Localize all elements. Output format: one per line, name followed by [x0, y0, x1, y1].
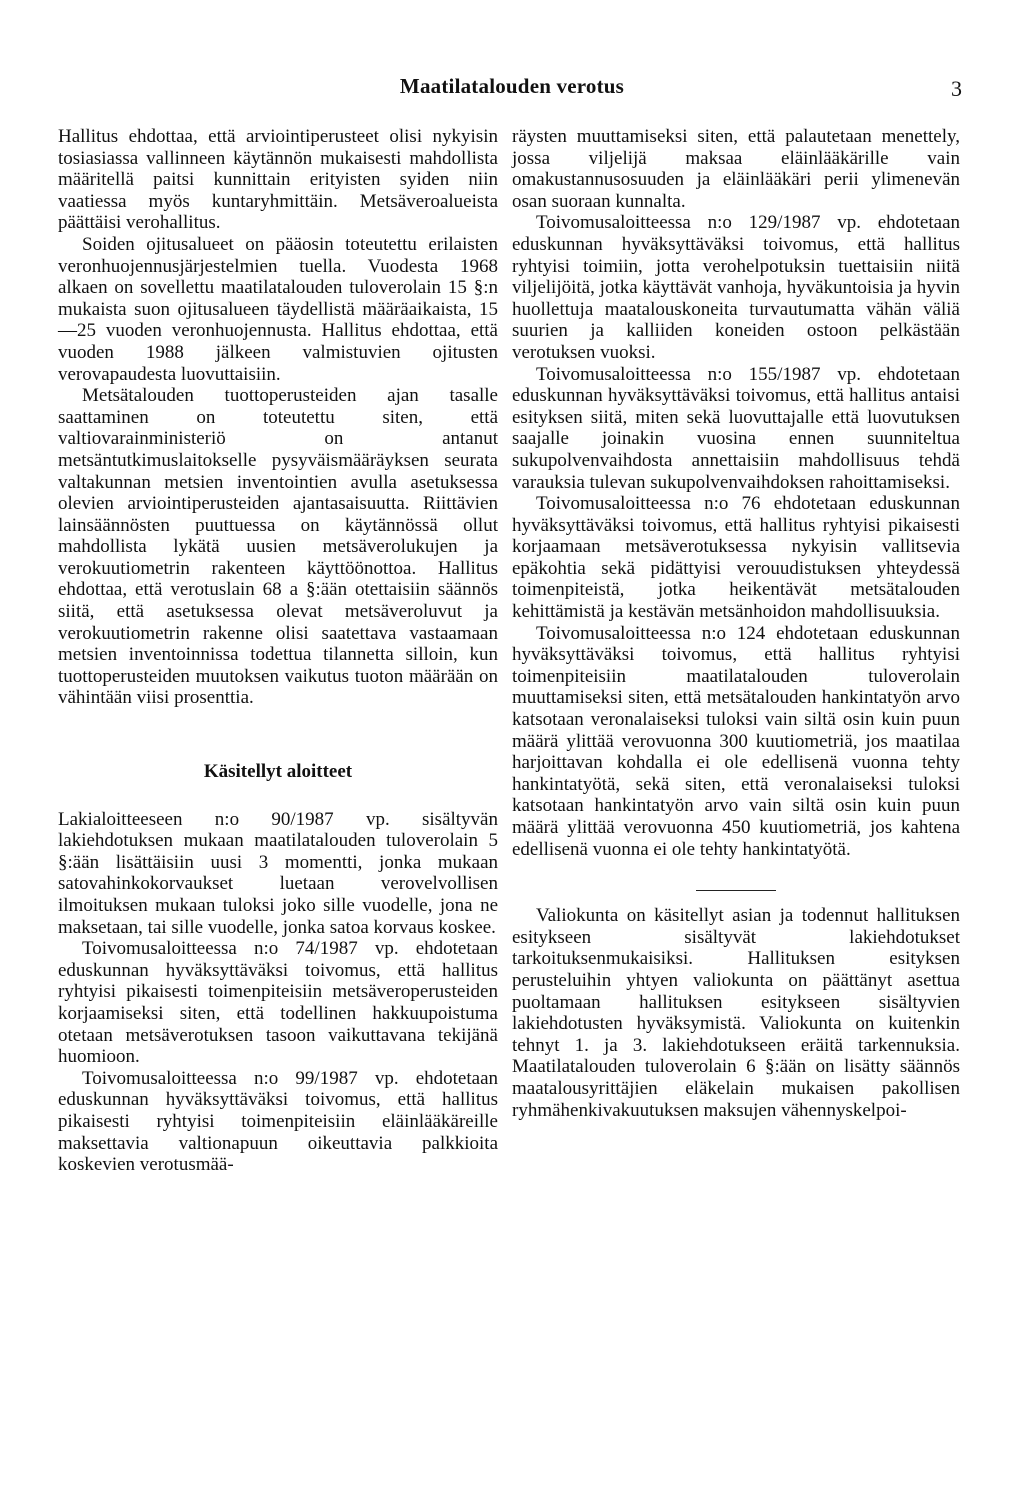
left-column [58, 126, 498, 1176]
paragraph: Toivomusaloitteessa n:o 129/1987 vp. ehdotetaan eduskunnan hyväksyttäväksi toivomus, että hallitus ryhtyisi toimiin, jotta verohelpotuksin tuettaisiin niitä viljelijöitä, jotka käyttävät vanhoja, hyväkuntoisia ja hyvin huollettuja maatalouskoneita turvautumatta vähän väliä suurien ja kalliiden koneiden ostoon pelkästään verotuksen vuoksi. [512, 212, 960, 363]
paragraph: Metsätalouden tuottoperusteiden ajan tasalle saattaminen on toteutettu siten, että valtiovarainministeriö on antanut metsäntutkimuslaitokselle pysyväismääräyksen seurata valtakunnan metsien inventointien avulla asetuksessa olevien arviointiperusteiden ajantasaisuutta. Riittävien lainsäännösten puuttuessa on käytännössä ollut mahdollista lykätä uusien metsäverolukujen ja verokuutiometrin rakenteen käyttöönottoa. Hallitus ehdottaa, että verotuslain 68 a §:ään otettaisiin säännös siitä, että asetuksessa olevat metsäveroluvut ja verokuutiometrin rakenne olisi saatettava vastaamaan metsien inventoinnissa todettua tilannetta silloin, kun tuottoperusteiden muutoksen vaikutus tuoton määrään on vähintään viisi prosenttia. [58, 385, 498, 709]
paragraph: räysten muuttamiseksi siten, että palautetaan menettely, jossa viljelijä maksaa eläinlääkärille vain omakustannusosuuden ja eläinlääkäri perii ylimenevän osan suoraan kunnalta. [512, 126, 960, 212]
section-divider [696, 890, 776, 891]
paragraph: Toivomusaloitteessa n:o 74/1987 vp. ehdotetaan eduskunnan hyväksyttäväksi toivomus, että hallitus ryhtyisi pikaisesti toimenpiteisiin metsäveroperusteiden korjaamiseksi siten, että todellinen hakkuupoistuma otetaan metsäverotuksen tasoon vaikuttavana tekijänä huomioon. [58, 938, 498, 1068]
page-header [0, 74, 1024, 106]
paragraph: Toivomusaloitteessa n:o 155/1987 vp. ehdotetaan eduskunnan hyväksyttäväksi toivomus, että hallitus antaisi esityksen siitä, miten sekä luovuttajalle että luovutuksen saajalle joinakin vuosina ennen suunniteltua sukupolvenvaihdosta annettaisiin mahdollisuus tehdä varauksia tulevan sukupolvenvaihdoksen rahoittamiseksi. [512, 363, 960, 493]
page-number: 3 [951, 76, 962, 101]
paragraph: Lakialoitteeseen n:o 90/1987 vp. sisältyvän lakiehdotuksen mukaan maatilatalouden tuloverolain 5 §:ään lisättäisiin uusi 3 momentti, jonka mukaan satovahinkokorvaukset luetaan verovelvollisen ilmoituksen mukaan tuloksi joko sille vuodelle, jona ne maksetaan, tai sille vuodelle, jonka satoa korvaus koskee. [58, 808, 498, 938]
paragraph: Toivomusaloitteessa n:o 124 ehdotetaan eduskunnan hyväksyttäväksi toivomus, että hallitus ryhtyisi toimenpiteisiin maatilatalouden tuloverolain muuttamiseksi siten, että metsätalouden hankintatyön arvo katsotaan veronalaiseksi tuloksi vain siltä osin kuin puun määrä ylittää verovuonna 300 kuutiometriä, jos maatilaa harjoittavan kohdalla ei ole edellisenä vuonna tehty hankintatyötä, sekä siten, että veronalaiseksi tuloksi katsotaan hankintatyön arvo vain siltä osin kuin puun määrä ylittää verovuonna 450 kuutiometriä, jos kahtena edellisenä vuonna ei ole tehty hankintatyötä. [512, 622, 960, 860]
paragraph: Valiokunta on käsitellyt asian ja todennut hallituksen esitykseen sisältyvät lakiehdotukset tarkoituksenmukaisiksi. Hallituksen esityksen perusteluihin yhtyen valiokunta on päättänyt asettua puoltamaan hallituksen esitykseen sisältyvien lakiehdotusten hyväksymistä. Valiokunta on kuitenkin tehnyt 1. ja 3. lakiehdotukseen eräitä tarkennuksia. Maatilatalouden tuloverolain 6 §:ään on lisätty säännös maatalousyrittäjien eläkelain mukaisen pakollisen ryhmähenkivakuutuksen maksujen vähennyskelpoi- [512, 905, 960, 1121]
paragraph: Toivomusaloitteessa n:o 76 ehdotetaan eduskunnan hyväksyttäväksi toivomus, että hallitus ryhtyisi pikaisesti korjaamaan metsäverotuksessa nykyisin vallitsevia epäkohtia sekä pidättyisi verouudistuksen yhteydessä toimenpiteistä, jotka heikentävät metsätalouden kehittämistä ja kestävän metsänhoidon mahdollisuuksia. [512, 493, 960, 623]
running-title: Maatilatalouden verotus [399, 74, 625, 98]
paragraph: Toivomusaloitteessa n:o 99/1987 vp. ehdotetaan eduskunnan hyväksyttäväksi toivomus, että hallitus pikaisesti ryhtyisi toimenpiteisiin eläinlääkäreille maksettavia valtionapuun oikeuttavia palkkioita koskevien verotusmää- [58, 1067, 498, 1176]
section-heading: Käsitellyt aloitteet [203, 761, 353, 783]
right-column [512, 126, 960, 1121]
paragraph: Soiden ojitusalueet on pääosin toteutettu erilaisten veronhuojennusjärjestelmien tuella. Vuodesta 1968 alkaen on sovellettu maatilatalouden tuloverolain 15 §:n mukaista suon ojitusalueen täydellistä määräaikaista, 15—25 vuoden veronhuojennusta. Hallitus ehdottaa, että vuoden 1988 jälkeen valmistuvien ojitusten verovapaudesta luovuttaisiin. [58, 233, 498, 385]
paragraph: Hallitus ehdottaa, että arviointiperusteet olisi nykyisin tosiasiassa vallinneen käytännön mukaisesti mahdollista määritellä paitsi kunnittain erityisten syiden niin vaatiessa myös kuntaryhmittäin. Metsäveroalueista päättäisi verohallitus. [58, 126, 498, 234]
